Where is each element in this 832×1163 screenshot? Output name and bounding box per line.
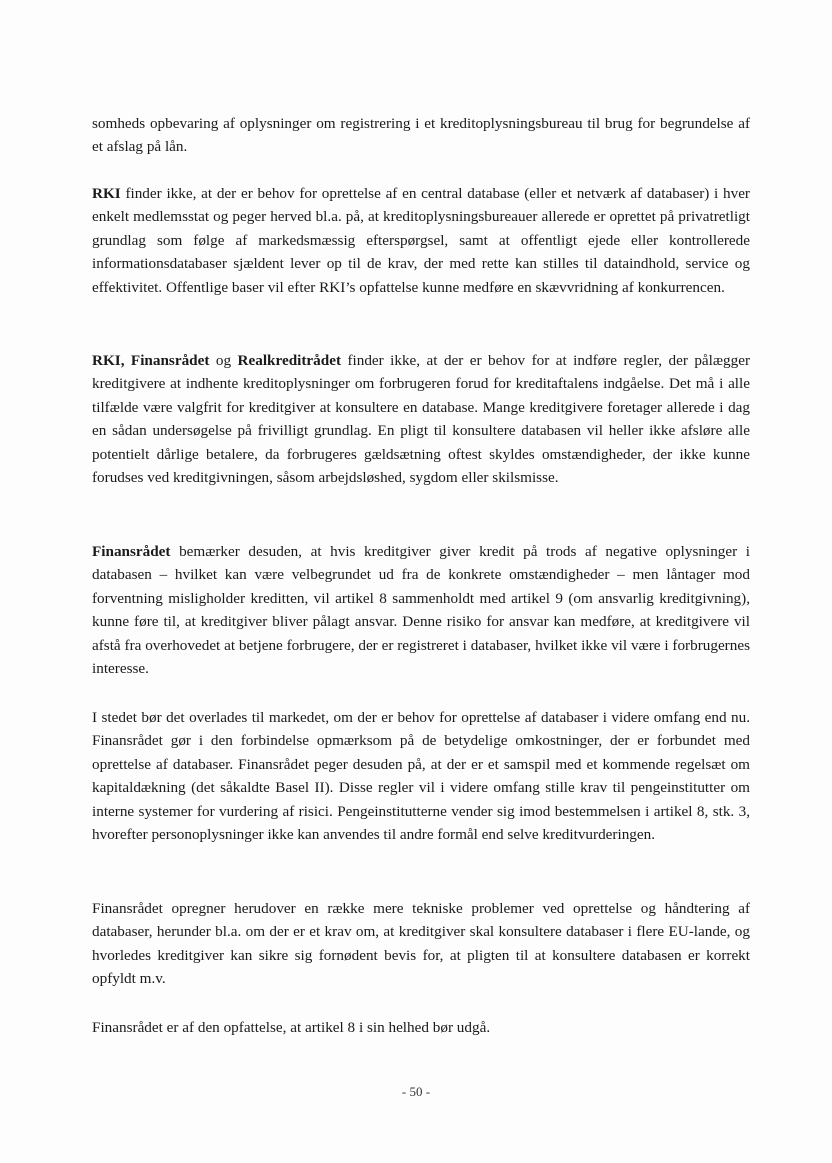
paragraph-mid-bold: Realkreditrådet xyxy=(237,352,341,369)
paragraph-text: bemærker desuden, at hvis kreditgiver giver kredit på trods af negative oplysninger i databasen – hvilket kan være velbegrundet ud fra de konkrete omstændigheder – men låntager mod forventning misligholder kreditten, vil artikel 8 sammenholdt med artikel 9 (om ansvarlig kreditgivning), kunne føre til, at kreditgiver bliver pålagt ansvar. Denne risiko for ansvar kan medføre, at kreditgivere vil afstå fra overhovedet at betjene forbrugere, der er registreret i databaser, hvilket ikke vil være i forbrugernes interesse. xyxy=(92,543,750,678)
page-number: - 50 - xyxy=(401,1084,431,1099)
paragraph-4 xyxy=(92,540,750,680)
paragraph-7 xyxy=(92,1016,750,1039)
paragraph-lead-bold: RKI xyxy=(92,185,121,202)
paragraph-3 xyxy=(92,349,750,489)
paragraph-text: Finansrådet er af den opfattelse, at artikel 8 i sin helhed bør udgå. xyxy=(92,1019,491,1036)
paragraph-1 xyxy=(92,112,750,159)
paragraph-text: finder ikke, at der er behov for at indføre regler, der pålægger kreditgivere at indhente kreditoplysninger om forbrugeren forud for kreditaftalens indgåelse. Det må i alle tilfælde være valgfrit for kreditgiver at konsultere en database. Mange kreditgivere foretager allerede i dag en sådan undersøgelse på frivilligt grundlag. En pligt til konsultere databasen vil heller ikke afsløre alle potentielt dårlige betalere, da forbrugeres gældsætning oftest skyldes omstændigheder, der ikke kunne forudses ved kreditgivningen, såsom arbejdsløshed, sygdom eller skilsmisse. xyxy=(92,352,751,487)
paragraph-mid-text: og xyxy=(209,352,238,369)
paragraph-text: finder ikke, at der er behov for oprettelse af en central database (eller et netværk af databaser) i hver enkelt medlemsstat og peger herved bl.a. på, at kreditoplysningsbureauer allerede er oprettet på privatretligt grundlag som følge af markedsmæssig efterspørgsel, samt at offentligt ejede eller kontrollerede informationsdatabaser sjældent lever op til de krav, der med rette kan stilles til dataindhold, service og effektivitet. Offentlige baser vil efter RKI’s opfattelse kunne medføre en skævvridning af konkurrencen. xyxy=(92,185,750,296)
paragraph-text: Finansrådet opregner herudover en række mere tekniske problemer ved oprettelse og håndtering af databaser, herunder bl.a. om der er et krav om, at kreditgiver skal konsultere databaser i flere EU-lande, og hvorledes kreditgiver kan sikre sig fornødent bevis for, at pligten til at konsultere databasen er korrekt opfyldt m.v. xyxy=(92,900,750,988)
paragraph-lead-bold: RKI, Finansrådet xyxy=(92,352,210,369)
paragraph-6 xyxy=(92,897,750,991)
paragraph-lead-bold: Finansrådet xyxy=(92,543,171,560)
paragraph-5 xyxy=(92,706,750,846)
paragraph-text: I stedet bør det overlades til markedet, om der er behov for oprettelse af databaser i videre omfang end nu. Finansrådet gør i den forbindelse opmærksom på de betydelige omkostninger, der er forbundet med oprettelse af databaser. Finansrådet peger desuden på, at der er et samspil med et kommende regelsæt om kapitaldækning (det såkaldte Basel II). Disse regler vil i videre omfang stille krav til pengeinstitutter om interne systemer for vurdering af risici. Pengeinstitutterne vender sig imod bestemmelsen i artikel 8, stk. 3, hvorefter personoplysninger ikke kan anvendes til andre formål end selve kreditvurderingen. xyxy=(92,709,750,844)
paragraph-2 xyxy=(92,182,750,299)
paragraph-text: somheds opbevaring af oplysninger om registrering i et kreditoplysningsbureau til brug for begrundelse af et afslag på lån. xyxy=(92,115,750,156)
